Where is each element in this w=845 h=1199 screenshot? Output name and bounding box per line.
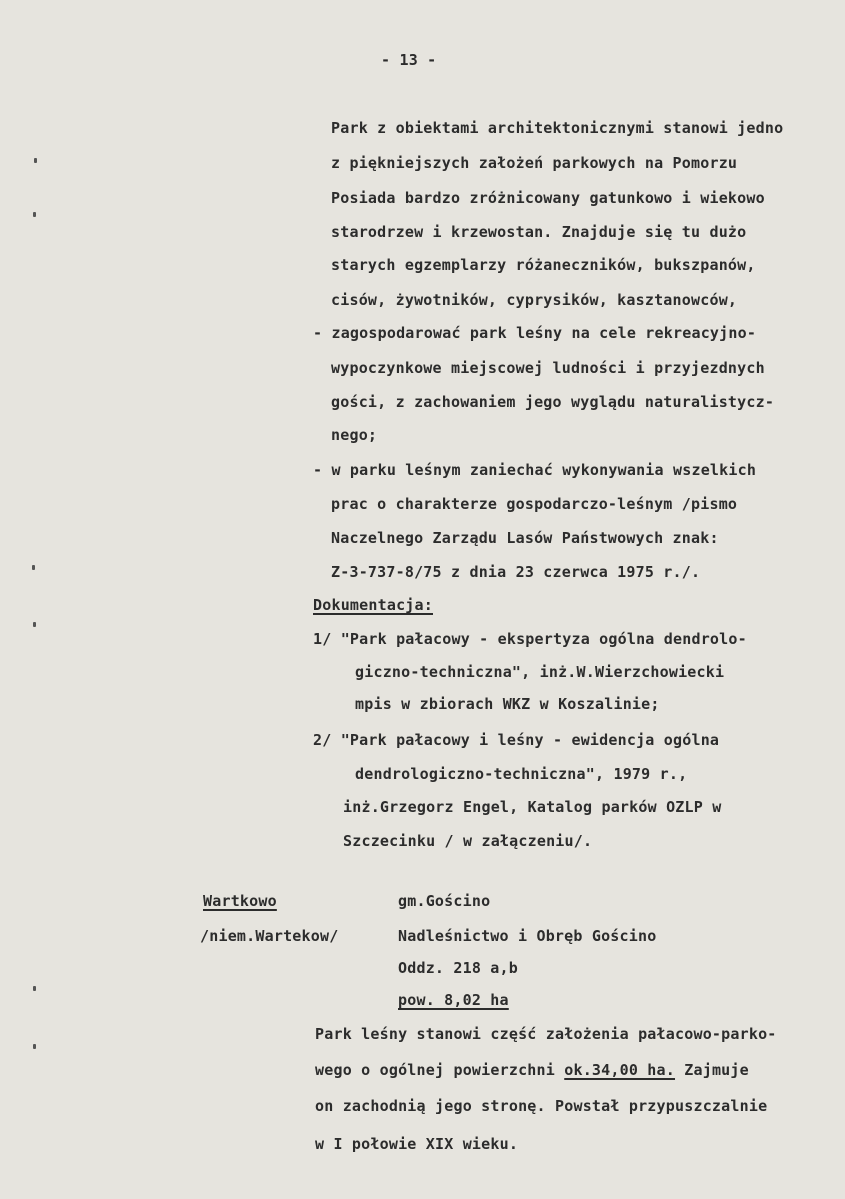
text-line: starych egzemplarzy różaneczników, bukszpanów, [331,256,756,274]
entry-area: pow. 8,02 ha [398,991,509,1009]
margin-mark [32,565,35,570]
entry-gmina: gm.Gościno [398,892,491,910]
doc-item-line: 2/ "Park pałacowy i leśny - ewidencja ogólna [313,731,720,749]
entry-name: Wartkowo [203,892,277,910]
desc-line: on zachodnią jego stronę. Powstał przypuszczalnie [315,1097,768,1115]
text-line: cisów, żywotników, cyprysików, kasztanowców, [331,291,738,309]
desc-text: wego o ogólnej powierzchni [315,1061,565,1079]
doc-item-line: giczno-techniczna", inż.W.Wierzchowiecki [355,663,725,681]
entry-german-name: /niem.Wartekow/ [200,927,339,945]
doc-item-line: dendrologiczno-techniczna", 1979 r., [355,765,688,783]
doc-item-line: inż.Grzegorz Engel, Katalog parków OZLP w [343,798,722,816]
margin-mark [34,158,37,163]
desc-line: w I połowie XIX wieku. [315,1135,519,1153]
text-line: wypoczynkowe miejscowej ludności i przyjezdnych [331,359,765,377]
text-line: z piękniejszych założeń parkowych na Pomorzu [331,154,738,172]
margin-mark [33,622,36,627]
desc-line [315,1060,749,1080]
entry-division: Oddz. 218 a,b [398,959,518,977]
page-number: - 13 - [381,51,437,69]
text-line: Naczelnego Zarządu Lasów Państwowych znak: [331,529,719,547]
desc-area: ok.34,00 ha. [564,1061,676,1079]
text-line: prac o charakterze gospodarczo-leśnym /pismo [331,495,738,513]
section-heading: Dokumentacja: [313,596,433,614]
text-line: Posiada bardzo zróżnicowany gatunkowo i wiekowo [331,189,765,207]
text-line: starodrzew i krzewostan. Znajduje się tu dużo [331,223,747,241]
doc-item-line: 1/ "Park pałacowy - ekspertyza ogólna dendrolo- [313,630,747,648]
desc-text: Zajmuje [675,1061,749,1079]
doc-item-line: Szczecinku / w załączeniu/. [343,832,593,850]
desc-line: Park leśny stanowi część założenia pałacowo-parko- [315,1025,777,1043]
text-line: gości, z zachowaniem jego wyglądu naturalistycz- [331,393,775,411]
margin-mark [33,986,36,991]
text-line: - zagospodarować park leśny na cele rekreacyjno- [313,324,757,342]
text-line: nego; [331,426,378,444]
text-line: Park z obiektami architektonicznymi stanowi jedno [331,119,784,137]
margin-mark [33,212,36,217]
entry-forestry: Nadleśnictwo i Obręb Gościno [398,927,657,945]
text-line: Z-3-737-8/75 z dnia 23 czerwca 1975 r./. [331,563,701,581]
doc-item-line: mpis w zbiorach WKZ w Koszalinie; [355,695,660,713]
margin-mark [33,1044,36,1049]
text-line: - w parku leśnym zaniechać wykonywania wszelkich [313,461,757,479]
